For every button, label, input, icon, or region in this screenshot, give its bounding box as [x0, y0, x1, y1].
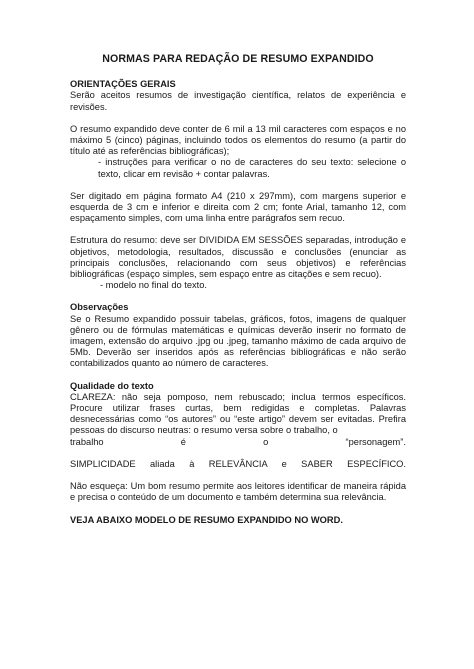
orientacoes-paragraph-2: Ser digitado em página formato A4 (210 x 297mm), com margens superior e esquerda de 3 cm e inferior e direita com 2 cm; fonte Arial, tamanho 12, com espaçamento simples, com uma linha entre parágrafos sem recuo.: [70, 190, 406, 224]
document-title: NORMAS PARA REDAÇÃO DE RESUMO EXPANDIDO: [102, 53, 374, 65]
clareza-word-e: é: [180, 436, 186, 447]
qualidade-clareza-last-line: [70, 437, 406, 448]
qualidade-nao-esqueca: Não esqueça: Um bom resumo permite aos leitores identificar de maneira rápida e precisa o conteúdo de um documento e também determina sua relevância.: [70, 481, 406, 503]
clareza-word-o: o: [263, 436, 269, 447]
clareza-word-personagem: “personagem”.: [345, 436, 406, 447]
orientacoes-paragraph-3: Estrutura do resumo: deve ser DIVIDIDA EM SESSÕES separadas, introdução e objetivos, metodologia, resultados, discussão e conclusões (enunciar as principais conclusões, relacionando com seus objetivos) e referências bibliográficas (espaço simples, sem espaço entre as citações e sem recuo).: [70, 235, 406, 280]
observacoes-text: Se o Resumo expandido possuir tabelas, gráficos, fotos, imagens de qualquer gênero ou de fórmulas matemáticas e químicas deverão inserir no formato de imagem, extensão do arquivo .jpg ou .jpeg, tamanho máximo de cada arquivo de 5Mb. Deverão ser inseridos após as referências bibliográficas e não serão contabilizados quanto ao número de caracteres.: [70, 313, 406, 369]
section-heading-orientacoes: ORIENTAÇÕES GERAIS: [70, 79, 176, 90]
section-heading-qualidade: Qualidade do texto: [70, 380, 154, 391]
section-heading-observacoes: Observações: [70, 302, 129, 313]
final-note: VEJA ABAIXO MODELO DE RESUMO EXPANDIDO NO WORD.: [70, 514, 343, 525]
section-orientacoes: [70, 79, 406, 113]
orientacoes-paragraph-3-note: - modelo no final do texto.: [100, 280, 207, 291]
orientacoes-paragraph-1: O resumo expandido deve conter de 6 mil a 13 mil caracteres com espaços e no máximo 5 (cinco) páginas, incluindo todos os elementos do resumo (a partir do título até as referências bibliográficas);: [70, 123, 406, 157]
section-observacoes: [70, 302, 406, 369]
clareza-word-trabalho: trabalho: [70, 436, 104, 447]
qualidade-clareza: CLAREZA: não seja pomposo, nem rebuscado; inclua termos específicos. Procure utilizar frases curtas, bem redigidas e completas. Palavras desnecessárias como “os autores” ou “este artigo” devem ser evitadas. Prefira pessoas do discurso neutras: o resumo versa sobre o trabalho, o: [70, 391, 406, 436]
qualidade-simplicidade: SIMPLICIDADE aliada à RELEVÂNCIA e SABER ESPECÍFICO.: [70, 458, 406, 469]
section-qualidade: [70, 381, 406, 448]
orientacoes-intro: Serão aceitos resumos de investigação científica, relatos de experiência e revisões.: [70, 90, 406, 112]
orientacoes-paragraph-1-note: - instruções para verificar o no de caracteres do seu texto: selecione o texto, clicar em revisão + contar palavras.: [98, 157, 406, 179]
